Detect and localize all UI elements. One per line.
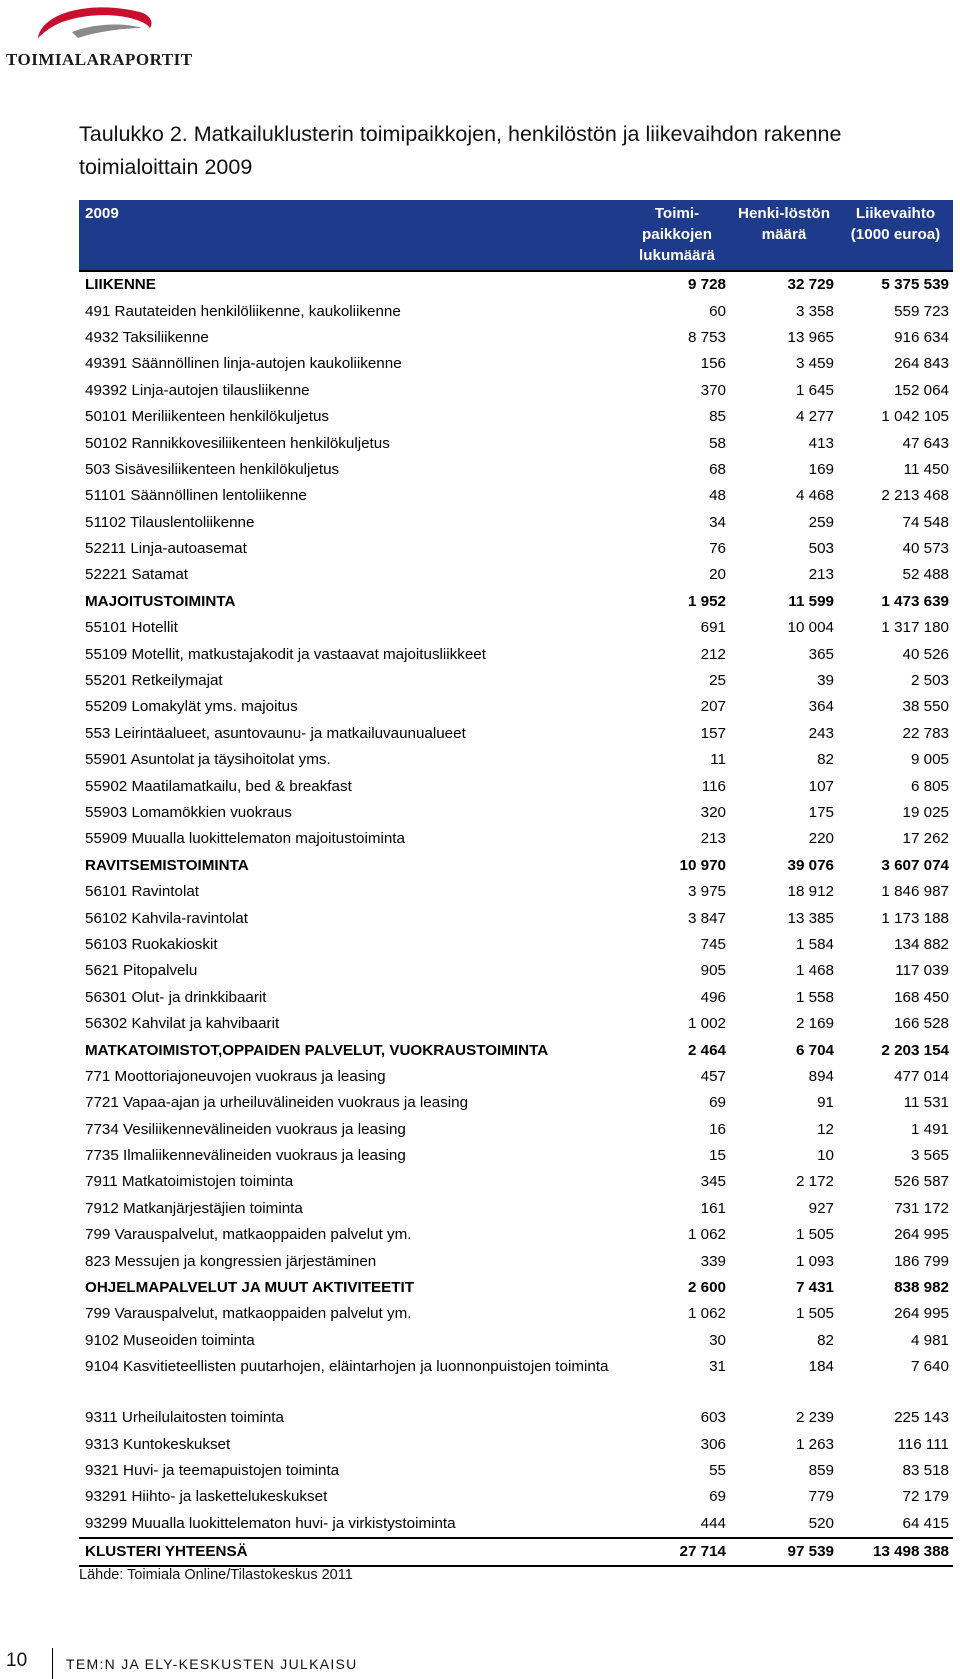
cell-establishments: 20 [709,566,726,584]
cell-establishments: 8 753 [687,328,726,346]
cell-personnel: 3 358 [795,302,834,320]
row-label: 55902 Maatilamatkailu, bed & breakfast [85,777,352,795]
table-group-row [79,1275,953,1301]
cell-personnel: 107 [808,777,834,795]
cell-establishments: 1 952 [687,592,726,610]
table-row [79,1169,953,1195]
cell-establishments: 339 [700,1252,726,1270]
cell-establishments: 457 [700,1067,726,1085]
cell-turnover: 2 503 [910,672,949,690]
table-body [79,271,953,1566]
cell-establishments: 85 [709,408,726,426]
row-label: 7912 Matkanjärjestäjien toiminta [85,1199,303,1217]
table-row [79,457,953,483]
row-label: KLUSTERI YHTEENSÄ [79,1538,624,1566]
table-row [79,1301,953,1327]
table-row [79,562,953,588]
table-row [79,298,953,324]
table-row [79,721,953,747]
cell-personnel: 4 277 [795,408,834,426]
row-label: 55101 Hotellit [85,619,178,637]
cell-personnel: 927 [808,1199,834,1217]
cell-turnover: 117 039 [895,962,949,980]
cell-turnover: 13 498 388 [838,1538,953,1566]
cell-turnover: 83 518 [902,1461,949,1479]
cell-personnel: 18 912 [787,883,834,901]
table-row [79,1090,953,1116]
cell-establishments: 496 [700,988,726,1006]
row-label: 56103 Ruokakioskit [85,935,218,953]
cell-personnel: 2 172 [795,1173,834,1191]
cell-establishments: 207 [700,698,726,716]
cell-turnover: 1 491 [910,1120,949,1138]
cell-turnover: 1 846 987 [881,883,949,901]
cell-turnover: 52 488 [902,566,949,584]
table-row [79,430,953,456]
cell-establishments: 11 [710,751,726,769]
row-label: LIIKENNE [79,271,624,298]
cell-turnover: 17 262 [902,830,949,848]
cell-personnel: 175 [808,804,834,821]
row-label: 55901 Asuntolat ja täysihoitolat yms. [85,751,331,769]
row-label: 55201 Retkeilymajat [85,672,223,690]
cell-personnel: 503 [808,540,834,558]
table-row [79,1328,953,1354]
row-label: MAJOITUSTOIMINTA [85,592,236,610]
cell-establishments: 48 [709,487,726,505]
row-label: 52221 Satamat [85,566,189,584]
row-label: 55909 Muualla luokittelematon majoitustoiminta [85,830,405,848]
row-label: 51101 Säännöllinen lentoliikenne [85,487,307,505]
cell-personnel: 894 [808,1067,834,1085]
table-row [79,1222,953,1248]
cell-establishments: 34 [709,513,726,531]
cell-turnover: 47 643 [902,434,949,452]
cell-turnover: 11 450 [903,460,949,478]
row-label: 7735 Ilmaliikennevälineiden vuokraus ja leasing [85,1147,406,1165]
row-label: 799 Varauspalvelut, matkaoppaiden palvelut ym. [85,1305,412,1323]
cell-establishments: 31 [709,1358,726,1376]
footer-publication: TEM:N JA ELY-KESKUSTEN JULKAISU [66,1656,358,1672]
cell-personnel: 82 [817,751,834,769]
cell-turnover: 3 565 [910,1147,949,1165]
cell-personnel: 2 169 [795,1015,834,1033]
cell-turnover: 526 587 [894,1173,949,1191]
cell-turnover: 74 548 [902,513,949,531]
cell-personnel: 169 [808,460,834,478]
row-label: 503 Sisävesiliikenteen henkilökuljetus [85,460,340,478]
cell-establishments: 3 847 [687,909,726,927]
cell-establishments: 2 464 [687,1041,726,1059]
cell-personnel: 213 [808,566,834,584]
table-row [79,747,953,773]
row-label: 51102 Tilauslentoliikenne [85,513,255,531]
cell-establishments: 69 [709,1488,726,1506]
cell-establishments: 745 [700,935,726,953]
cell-establishments: 345 [700,1173,726,1191]
cell-turnover: 19 025 [902,804,949,821]
header-personnel: Henki-löstön määrä [738,205,830,243]
cell-turnover: 1 473 639 [881,592,949,610]
cell-turnover: 7 640 [910,1358,949,1376]
cell-personnel: 10 [817,1147,834,1165]
row-label: 49392 Linja-autojen tilausliikenne [85,381,310,399]
row-label: 799 Varauspalvelut, matkaoppaiden palvelut ym. [85,1226,412,1244]
row-label: 9321 Huvi- ja teemapuistojen toiminta [85,1461,340,1479]
cell-personnel: 1 468 [795,962,834,980]
table-row [79,1117,953,1143]
row-label: 93291 Hiihto- ja laskettelukeskukset [85,1488,328,1506]
table-total-row [79,1538,953,1566]
data-table [79,200,953,1567]
row-label: 9102 Museoiden toiminta [85,1331,255,1349]
table-row [79,694,953,720]
cell-establishments: 15 [709,1147,726,1165]
table-row [79,325,953,351]
cell-personnel: 39 [817,672,834,690]
table-header-row [79,200,953,271]
cell-personnel: 365 [808,645,834,663]
cell-establishments: 1 062 [687,1226,726,1244]
row-label: 56102 Kahvila-ravintolat [85,909,248,927]
row-label: RAVITSEMISTOIMINTA [85,856,249,874]
cell-turnover: 166 528 [894,1015,949,1033]
cell-personnel: 13 385 [787,909,834,927]
table-row [79,536,953,562]
table-row [79,1248,953,1274]
cell-establishments: 116 [701,777,726,795]
cell-personnel: 3 459 [795,355,834,373]
row-label: 50101 Meriliikenteen henkilökuljetus [85,408,329,426]
cell-turnover: 477 014 [894,1067,949,1085]
cell-turnover: 2 203 154 [881,1041,949,1059]
cell-establishments: 156 [700,355,726,373]
cell-turnover: 72 179 [902,1488,949,1506]
cell-turnover: 264 995 [894,1226,949,1244]
table-row [79,985,953,1011]
row-label: 553 Leirintäalueet, asuntovaunu- ja matkailuvaunualueet [85,724,466,742]
cell-turnover: 9 005 [910,751,949,769]
table-row [79,773,953,799]
row-label: 56302 Kahvilat ja kahvibaarit [85,1015,280,1033]
header-year: 2009 [85,205,119,222]
cell-establishments: 3 975 [687,883,726,901]
cell-personnel: 12 [817,1120,834,1138]
cell-personnel: 859 [808,1461,834,1479]
source-note: Lähde: Toimiala Online/Tilastokeskus 2011 [79,1567,353,1583]
cell-turnover: 1 042 105 [881,408,949,426]
cell-turnover: 116 111 [897,1435,949,1453]
row-label: 9313 Kuntokeskukset [85,1435,231,1453]
cell-establishments: 212 [700,645,726,663]
logo [6,2,196,72]
table-row [79,1431,953,1457]
cell-personnel: 779 [808,1488,834,1506]
cell-personnel: 259 [808,513,834,531]
table-row [79,1511,953,1538]
table-row [79,378,953,404]
cell-personnel: 4 468 [795,487,834,505]
table-row [79,1484,953,1510]
cell-turnover: 6 805 [910,777,949,795]
cell-turnover: 11 531 [903,1094,949,1112]
table-row [79,1143,953,1169]
header-turnover: Liikevaihto (1000 euroa) [850,205,941,243]
cell-personnel: 97 539 [730,1538,838,1566]
row-label: 491 Rautateiden henkilöliikenne, kaukoliikenne [85,302,401,320]
table-group-row [79,853,953,879]
cell-turnover: 134 882 [894,935,949,953]
cell-turnover: 40 573 [902,540,949,558]
cell-turnover: 838 982 [894,1279,949,1297]
row-label: 823 Messujen ja kongressien järjestäminen [85,1252,377,1270]
cell-personnel: 32 729 [730,271,838,298]
cell-establishments: 27 714 [624,1538,730,1566]
cell-establishments: 60 [709,302,726,320]
cell-establishments: 69 [709,1094,726,1112]
cell-establishments: 16 [709,1120,726,1138]
cell-establishments: 55 [709,1461,726,1479]
cell-turnover: 264 843 [894,355,949,373]
row-label: 93299 Muualla luokittelematon huvi- ja virkistystoiminta [85,1514,456,1532]
table-group-row [79,1037,953,1063]
cell-turnover: 559 723 [894,302,949,320]
cell-establishments: 691 [700,619,726,637]
table-row [79,826,953,852]
cell-personnel: 1 558 [795,988,834,1006]
cell-personnel: 91 [817,1094,834,1112]
table-row [79,800,953,826]
cell-personnel: 1 505 [795,1305,834,1323]
row-label: 7911 Matkatoimistojen toiminta [85,1173,294,1191]
row-label: 9311 Urheilulaitosten toiminta [85,1409,284,1427]
cell-establishments: 306 [700,1435,726,1453]
cell-establishments: 2 600 [687,1279,726,1297]
row-label: OHJELMAPALVELUT JA MUUT AKTIVITEETIT [85,1279,415,1297]
row-label: 56301 Olut- ja drinkkibaarit [85,988,267,1006]
cell-personnel: 243 [808,724,834,742]
cell-personnel: 1 093 [795,1252,834,1270]
row-label: 4932 Taksiliikenne [85,328,209,346]
cell-personnel: 1 505 [795,1226,834,1244]
cell-turnover: 731 172 [894,1199,949,1217]
cell-personnel: 2 239 [795,1409,834,1427]
table-row [79,641,953,667]
cell-establishments: 25 [709,672,726,690]
cell-personnel: 82 [817,1331,834,1349]
cell-establishments: 603 [700,1409,726,1427]
header-establishments: Toimi-paikkojen lukumäärä [639,205,715,264]
table-row [79,905,953,931]
table-row [79,1354,953,1405]
data-table-container [79,200,953,1567]
table-row [79,510,953,536]
cell-personnel: 1 584 [795,935,834,953]
row-label: 7721 Vapaa-ajan ja urheiluvälineiden vuokraus ja leasing [85,1094,469,1112]
table-row [79,1405,953,1431]
row-label: 52211 Linja-autoasemat [85,540,247,558]
row-label: 50102 Rannikkovesiliikenteen henkilökuljetus [85,434,390,452]
cell-personnel: 413 [808,434,834,452]
cell-personnel: 520 [808,1514,834,1532]
logo-text: TOIMIALARAPORTIT [6,50,193,69]
cell-establishments: 444 [700,1514,726,1532]
cell-establishments: 76 [709,540,726,558]
table-row [79,668,953,694]
cell-turnover: 5 375 539 [838,271,953,298]
row-label: 49391 Säännöllinen linja-autojen kaukoliikenne [85,355,402,373]
row-label: 55209 Lomakylät yms. majoitus [85,698,298,716]
footer-divider [52,1648,53,1679]
cell-personnel: 1 645 [795,381,834,399]
cell-turnover: 22 783 [902,724,949,742]
cell-establishments: 58 [709,434,726,452]
cell-establishments: 9 728 [624,271,730,298]
cell-establishments: 1 002 [687,1015,726,1033]
table-title: Taulukko 2. Matkailuklusterin toimipaikkojen, henkilöstön ja liikevaihdon rakenne toimialoittain 2009 [79,122,842,179]
table-row [79,1196,953,1222]
cell-establishments: 68 [709,460,726,478]
cell-turnover: 1 173 188 [881,909,949,927]
row-label: 56101 Ravintolat [85,883,199,901]
table-row [79,1064,953,1090]
cell-establishments: 905 [700,962,726,980]
cell-personnel: 1 263 [795,1435,834,1453]
cell-establishments: 157 [700,724,726,742]
table-row [79,404,953,430]
cell-establishments: 370 [700,381,726,399]
table-row [79,615,953,641]
logo-swoosh-icon [32,2,156,48]
cell-turnover: 264 995 [894,1305,949,1323]
cell-personnel: 10 004 [787,619,834,637]
cell-establishments: 161 [700,1199,726,1217]
cell-turnover: 168 450 [894,988,949,1006]
cell-turnover: 64 415 [902,1514,949,1532]
cell-turnover: 186 799 [894,1252,949,1270]
row-label: 55903 Lomamökkien vuokraus [85,804,292,821]
table-row [79,1458,953,1484]
cell-personnel: 13 965 [787,328,834,346]
cell-personnel: 364 [808,698,834,716]
table-row [79,932,953,958]
cell-personnel: 11 599 [788,592,834,610]
cell-turnover: 152 064 [894,381,949,399]
cell-turnover: 4 981 [910,1331,949,1349]
cell-personnel: 6 704 [795,1041,834,1059]
table-row [79,1011,953,1037]
cell-personnel: 184 [808,1358,834,1376]
cell-turnover: 3 607 074 [881,856,949,874]
cell-establishments: 30 [709,1331,726,1349]
cell-establishments: 10 970 [679,856,726,874]
cell-personnel: 7 431 [795,1279,834,1297]
row-label: 5621 Pitopalvelu [85,962,198,980]
cell-turnover: 916 634 [894,328,949,346]
table-row [79,483,953,509]
cell-personnel: 220 [808,830,834,848]
row-label: 9104 Kasvitieteellisten puutarhojen, eläintarhojen ja luonnonpuistojen toiminta [85,1358,609,1376]
table-group-row [79,271,953,298]
cell-turnover: 2 213 468 [881,487,949,505]
table-row [79,351,953,377]
row-label: 55109 Motellit, matkustajakodit ja vastaavat majoitusliikkeet [85,645,486,663]
cell-turnover: 225 143 [894,1409,949,1427]
table-row [79,958,953,984]
cell-turnover: 38 550 [902,698,949,716]
cell-establishments: 213 [700,830,726,848]
table-row [79,879,953,905]
row-label: 7734 Vesiliikennevälineiden vuokraus ja leasing [85,1120,406,1138]
cell-turnover: 40 526 [902,645,949,663]
cell-establishments: 1 062 [687,1305,726,1323]
cell-personnel: 39 076 [787,856,834,874]
table-group-row [79,589,953,615]
row-label: 771 Moottoriajoneuvojen vuokraus ja leasing [85,1067,386,1085]
row-label: MATKATOIMISTOT,OPPAIDEN PALVELUT, VUOKRAUSTOIMINTA [85,1041,549,1059]
cell-turnover: 1 317 180 [881,619,949,637]
page-number: 10 [6,1650,28,1671]
cell-establishments: 320 [700,804,726,821]
